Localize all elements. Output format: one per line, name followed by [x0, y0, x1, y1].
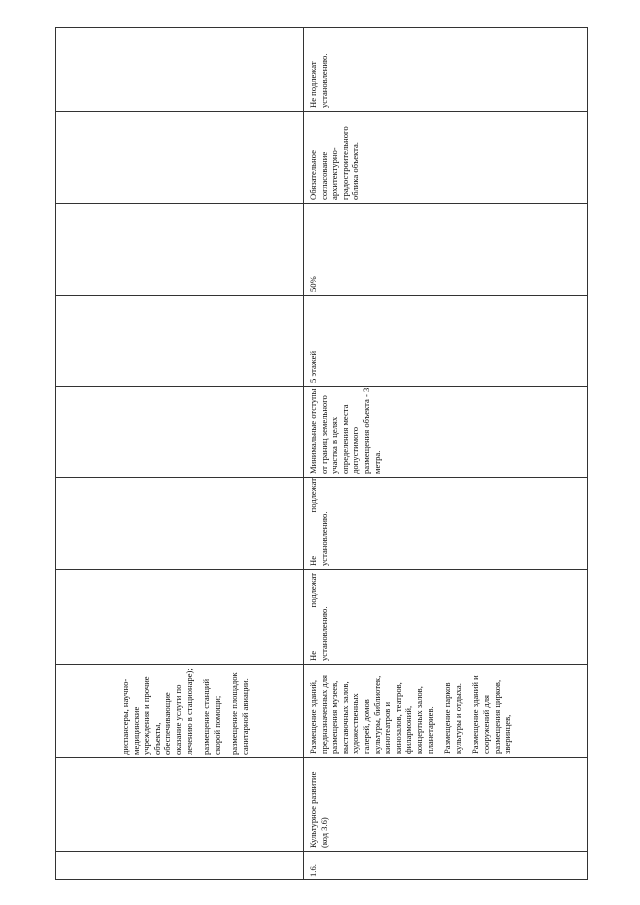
- last-column-cell-text: Не подлежат установлению.: [308, 53, 329, 108]
- min-area-value: Не подлежат установлению.: [308, 573, 329, 661]
- row-use-name: Культурное развитие (код 3.6): [308, 771, 329, 848]
- column-divider-9: [55, 851, 588, 852]
- prev-row-description: [120, 665, 258, 755]
- prev-description-p2: размещение станций скорой помощи;: [201, 678, 222, 755]
- setback-value: Минимальные отступы от границ земельного участка в целях определения места допустимого размещения объекта - 3 метра.: [308, 387, 382, 474]
- column-divider-6: [55, 569, 588, 570]
- column-divider-2: [55, 203, 588, 204]
- table-border-right: [587, 27, 588, 880]
- coverage-value: 50%: [308, 276, 318, 292]
- row-use-description: [308, 662, 520, 754]
- description-p2: Размещение парков культуры и отдыха.: [442, 682, 463, 754]
- max-area-value: Не подлежат установлению.: [308, 478, 329, 566]
- row-divider: [303, 27, 304, 880]
- column-divider-8: [55, 757, 588, 758]
- row-number: 1.6.: [308, 864, 318, 877]
- description-p1: Размещение зданий, предназначенных для размещения музеев, выставочных залов, художественных галерей, домов культуры, библиотек, кинотеатров и кинозалов, театров, филармоний, концертных залов, планетариев.: [308, 674, 435, 754]
- floors-value: 5 этажей: [308, 350, 318, 383]
- table-border-left: [55, 27, 56, 880]
- description-p3: Размещение зданий и сооружений для размещения цирков, зверинцев,: [470, 675, 513, 754]
- column-divider-3: [55, 295, 588, 296]
- restrictions-text: Обязательное согласование архитектурно-градостроительного облика объекта.: [308, 126, 361, 200]
- prev-description-p3: размещение площадок санитарной авиации.: [229, 672, 250, 755]
- table-border-bottom: [55, 879, 588, 880]
- prev-description-p1: диспансеры, научно-медицинские учреждения и прочие объекты, обеспечивающие оказание услуги по лечению в стационаре);: [120, 668, 194, 755]
